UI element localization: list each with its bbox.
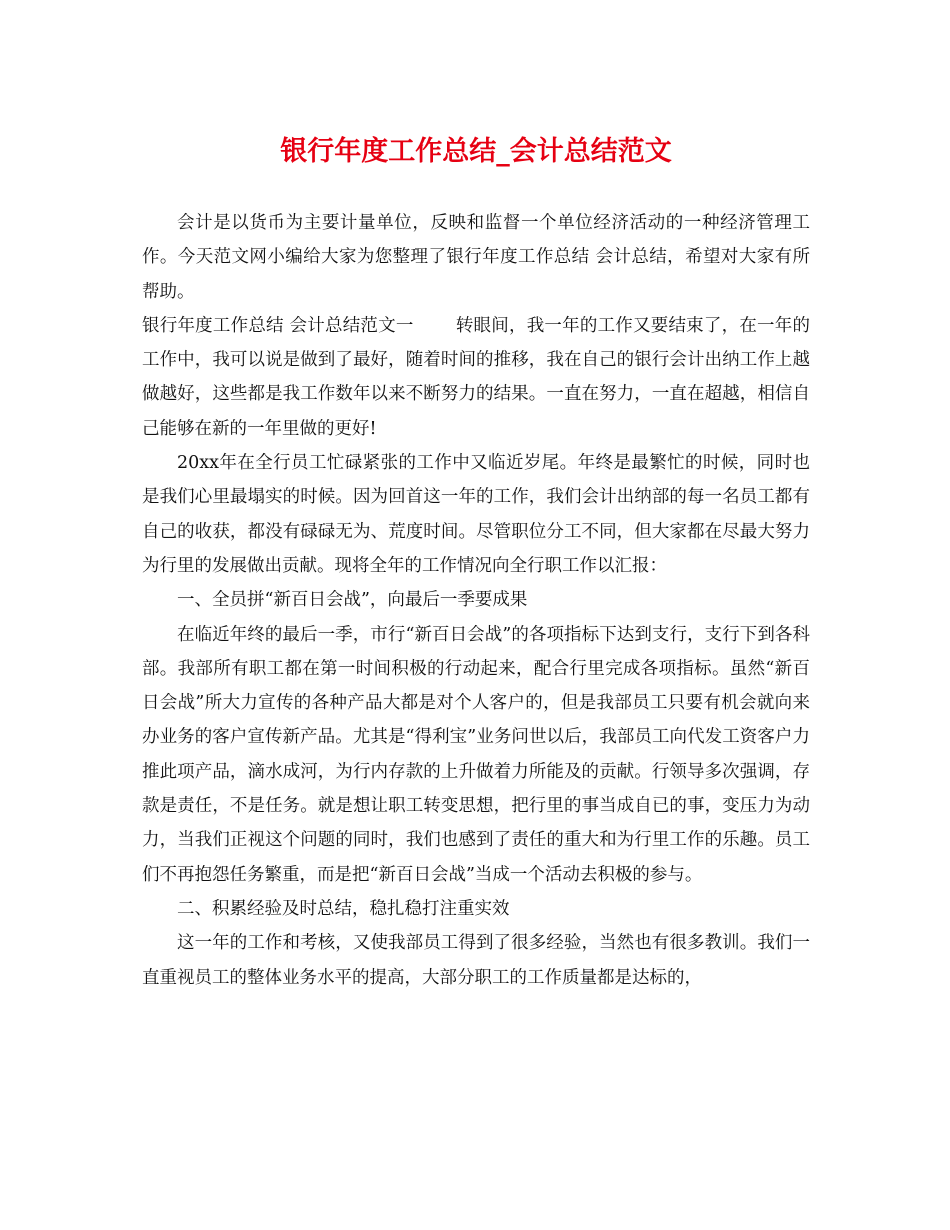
section-2-heading: 二、积累经验及时总结，稳扎稳打注重实效 xyxy=(177,898,510,919)
sample-heading: 银行年度工作总结 会计总结范文一 xyxy=(142,315,414,336)
sample-paragraph xyxy=(142,309,810,446)
document-title: 银行年度工作总结_会计总结范文 xyxy=(280,136,672,167)
section-1-body: 在临近年终的最后一季，市行“新百日会战”的各项指标下达到支行，支行下到各科部。我部所有职工都在第一时间积极的行动起来，配合行里完成各项指标。虽然“新百日会战”所大力宣传的各种产品大都是对个人客户的，但是我部员工只要有机会就向来办业务的客户宣传新产品。尤其是“得利宝”业务问世以后，我部员工向代发工资客户力推此项产品，滴水成河，为行内存款的上升做着力所能及的贡献。行领导多次强调，存款是责任，不是任务。就是想让职工转变思想，把行里的事当成自已的事，变压力为动力，当我们正视这个问题的同时，我们也感到了责任的重大和为行里工作的乐趣。员工们不再抱怨任务繁重，而是把“新百日会战”当成一个活动去积极的参与。 xyxy=(142,624,810,885)
intro-paragraph: 会计是以货币为主要计量单位，反映和监督一个单位经济活动的一种经济管理工作。今天范文网小编给大家为您整理了银行年度工作总结 会计总结，希望对大家有所帮助。 xyxy=(142,213,810,302)
body-paragraph-2: 20xx年在全行员工忙碌紧张的工作中又临近岁尾。年终是最繁忙的时候，同时也是我们心里最塌实的时候。因为回首这一年的工作，我们会计出纳部的每一名员工都有自己的收获，都没有碌碌无为、荒度时间。尽管职位分工不同，但大家都在尽最大努力为行里的发展做出贡献。现将全年的工作情况向全行职工作以汇报： xyxy=(142,453,810,576)
sample-opening-text: 转眼间，我一年的工作又要结束了，在一年的工作中，我可以说是做到了最好，随着时间的推移，我在自己的银行会计出纳工作上越做越好，这些都是我工作数年以来不断努力的结果。一直在努力，一直在超越，相信自己能够在新的一年里做的更好! xyxy=(142,315,811,439)
section-2-body: 这一年的工作和考核，又使我部员工得到了很多经验，当然也有很多教训。我们一直重视员工的整体业务水平的提高，大部分职工的工作质量都是达标的， xyxy=(142,933,810,988)
section-1-heading: 一、全员拼“新百日会战”，向最后一季要成果 xyxy=(177,590,528,611)
